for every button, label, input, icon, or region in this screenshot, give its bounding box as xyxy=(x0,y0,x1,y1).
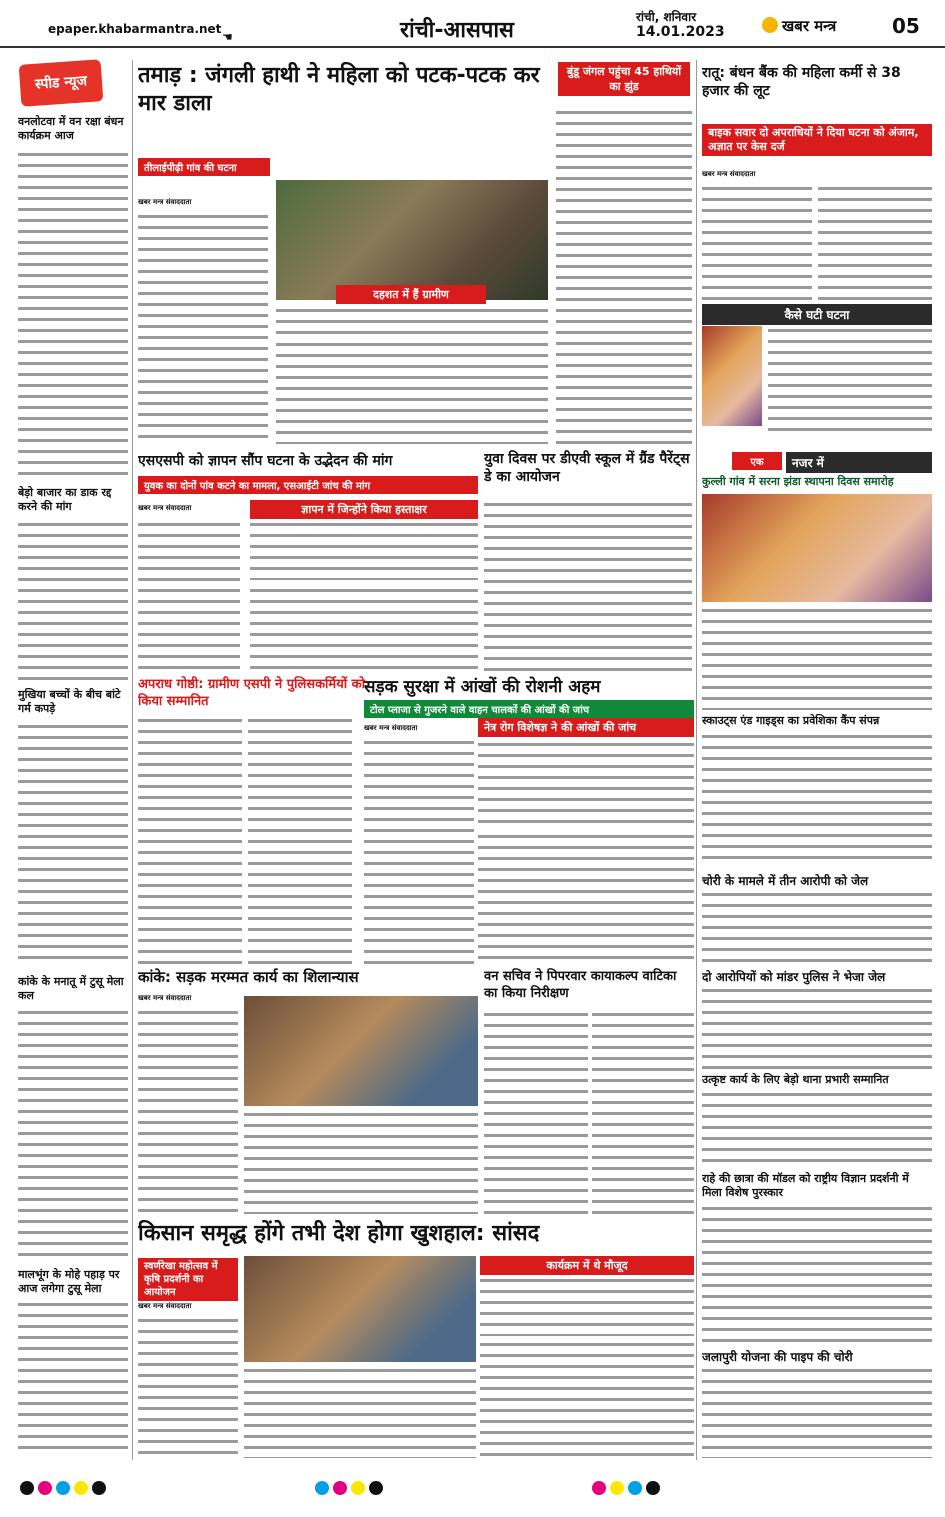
section-title: रांची-आसपास xyxy=(400,18,514,43)
speed-news-badge: स्पीड न्यूज xyxy=(19,59,104,107)
lead-byline: खबर मन्त्र संवाददाता xyxy=(138,198,192,206)
brief-body xyxy=(18,150,128,480)
lead-body xyxy=(138,212,268,442)
utkrisht-body xyxy=(702,1090,932,1168)
brief-title: वनलोटवा में वन रक्षा बंधन कार्यक्रम आज xyxy=(18,115,124,142)
pipervar-body-cont xyxy=(592,1010,694,1214)
bundu-headline: बुंडू जंगल पहुंचा 45 हाथियों का झुंड xyxy=(558,62,690,96)
road-body xyxy=(364,738,474,964)
brief-body xyxy=(18,520,128,680)
ratu-body-cont xyxy=(818,184,932,300)
ratu-box-title: कैसे घटी घटना xyxy=(702,304,932,325)
issue-date: 14.01.2023 xyxy=(636,24,725,40)
lead-headline: तमाड़ : जंगली हाथी ने महिला को पटक-पटक कर मार डाला xyxy=(138,63,540,116)
ratu-byline: खबर मन्त्र संवाददाता xyxy=(702,170,756,178)
bundu-body xyxy=(556,108,692,444)
kisan-body-cont2 xyxy=(480,1340,694,1458)
ssp-body-cont xyxy=(250,586,478,672)
brief-body xyxy=(18,1008,128,1258)
nazar-photo xyxy=(702,494,932,602)
ssp-box-title: ज्ञापन में जिन्होंने किया हस्ताक्षर xyxy=(250,500,478,519)
brand-name: खबर मन्त्र xyxy=(782,17,837,35)
gosthi-headline: अपराध गोष्ठी: ग्रामीण एसपी ने पुलिसकर्मियों को किया सम्मानित xyxy=(138,677,365,709)
cursor-icon: ☚ xyxy=(222,30,233,44)
lead-kicker: तीलाईपीढ़ी गांव की घटना xyxy=(138,158,270,176)
lead-photo xyxy=(276,180,548,300)
gosthi-body xyxy=(138,716,242,964)
vigyan-body xyxy=(702,1204,932,1344)
kanke-body xyxy=(138,1008,238,1214)
road-box-body xyxy=(478,740,694,826)
mandar-headline: दो आरोपियों को मांडर पुलिस ने भेजा जेल xyxy=(702,970,886,984)
chori-headline: चोरी के मामले में तीन आरोपी को जेल xyxy=(702,874,869,888)
nazar-headline: कुल्ली गांव में सरना झंडा स्थापना दिवस समारोह xyxy=(702,475,894,488)
kanke-headline: कांके: सड़क मरम्मत कार्य का शिलान्यास xyxy=(138,968,359,986)
photo-caption: दहशत में हैं ग्रामीण xyxy=(336,285,486,304)
utkrisht-headline: उत्कृष्ट कार्य के लिए बेड़ो थाना प्रभारी सम्मानित xyxy=(702,1073,889,1086)
kisan-body xyxy=(138,1316,238,1458)
scouts-body xyxy=(702,732,932,866)
road-kicker: टोल प्लाजा से गुजरने वाले वाहन चालकों की आंखों की जांच xyxy=(364,700,694,718)
jalapur-body xyxy=(702,1366,932,1458)
kisan-box-title: कार्यक्रम में थे मौजूद xyxy=(480,1256,694,1275)
chori-body xyxy=(702,890,932,966)
road-box-title: नेत्र रोग विशेषज्ञ ने की आंखों की जांच xyxy=(478,718,694,737)
dav-headline: युवा दिवस पर डीएवी स्कूल में ग्रैंड पैरेंट्स डे का आयोजन xyxy=(484,451,690,485)
page-number: 05 xyxy=(892,14,920,38)
brief-body xyxy=(18,1300,128,1450)
mandar-body xyxy=(702,986,932,1070)
dav-body xyxy=(484,500,692,672)
brief-body xyxy=(18,722,128,962)
lead-body-cont xyxy=(276,340,548,444)
ratu-headline: रातू: बंधन बैंक की महिला कर्मी से 38 हजार की लूट xyxy=(702,65,901,99)
pipervar-body xyxy=(484,1010,588,1214)
ssp-box-body xyxy=(250,520,478,580)
kisan-byline: खबर मन्त्र संवाददाता xyxy=(138,1302,192,1310)
nazar-body xyxy=(702,606,932,710)
kisan-body-cont xyxy=(244,1366,476,1458)
ratu-box-body xyxy=(768,326,932,438)
scouts-headline: स्काउट्स एंड गाइड्स का प्रवेशिका कैंप संपन्न xyxy=(702,714,880,727)
brief-title: कांके के मनातू में टुसू मेला कल xyxy=(18,975,124,1002)
ssp-body xyxy=(138,520,240,672)
kanke-body-cont xyxy=(244,1110,478,1214)
kisan-kicker: स्वर्णरेखा महोत्सव में कृषि प्रदर्शनी का आयोजन xyxy=(138,1258,238,1301)
brief-title: बेड़ो बाजार का डाक रद्द करने की मांग xyxy=(18,486,112,513)
page-header xyxy=(0,0,945,48)
ratu-subhead: बाइक सवार दो अपराधियों ने दिया घटना को अंजाम, अज्ञात पर केस दर्ज xyxy=(702,124,932,156)
kisan-headline: किसान समृद्ध होंगे तभी देश होगा खुशहाल: सांसद xyxy=(138,1221,540,1246)
brand-logo-icon xyxy=(762,17,778,33)
color-registration-bar xyxy=(20,1480,925,1502)
ratu-photo xyxy=(702,326,762,426)
gosthi-body-cont xyxy=(248,716,352,964)
jalapur-headline: जलापुरी योजना की पाइप की चोरी xyxy=(702,1350,853,1364)
city-day: रांची, शनिवार xyxy=(636,10,697,24)
kanke-byline: खबर मन्त्र संवाददाता xyxy=(138,994,192,1002)
road-body-cont xyxy=(478,832,694,964)
kisan-box-body xyxy=(480,1276,694,1336)
brief-title: मुखिया बच्चों के बीच बांटे गर्म कपड़े xyxy=(18,688,121,715)
nazar-tag: एक xyxy=(732,452,782,470)
ssp-kicker: युवक का दोनों पांव कटने का मामला, एसआईटी जांच की मांग xyxy=(138,476,478,494)
column-divider xyxy=(132,60,133,1460)
road-byline: खबर मन्त्र संवाददाता xyxy=(364,724,418,732)
brief-title: मालभूंग के मोहे पहाड़ पर आज लगेगा टुसू मेला xyxy=(18,1268,120,1295)
site-url[interactable]: epaper.khabarmantra.net xyxy=(48,22,222,36)
ratu-body xyxy=(702,184,812,300)
pipervar-headline: वन सचिव ने पिपरवार कायाकल्प वाटिका का किया निरीक्षण xyxy=(484,969,677,1001)
nazar-title: नजर में xyxy=(786,452,932,473)
photo-description xyxy=(276,306,548,334)
ssp-headline: एसएसपी को ज्ञापन सौंप घटना के उद्भेदन की मांग xyxy=(138,453,393,469)
kanke-photo xyxy=(244,996,478,1106)
road-headline: सड़क सुरक्षा में आंखों की रोशनी अहम xyxy=(364,677,601,697)
column-divider xyxy=(696,60,697,1460)
kisan-photo xyxy=(244,1256,476,1362)
ssp-byline: खबर मन्त्र संवाददाता xyxy=(138,504,192,512)
vigyan-headline: राहे की छात्रा की मॉडल को राष्ट्रीय विज्ञान प्रदर्शनी में मिला विशेष पुरस्कार xyxy=(702,1172,909,1199)
